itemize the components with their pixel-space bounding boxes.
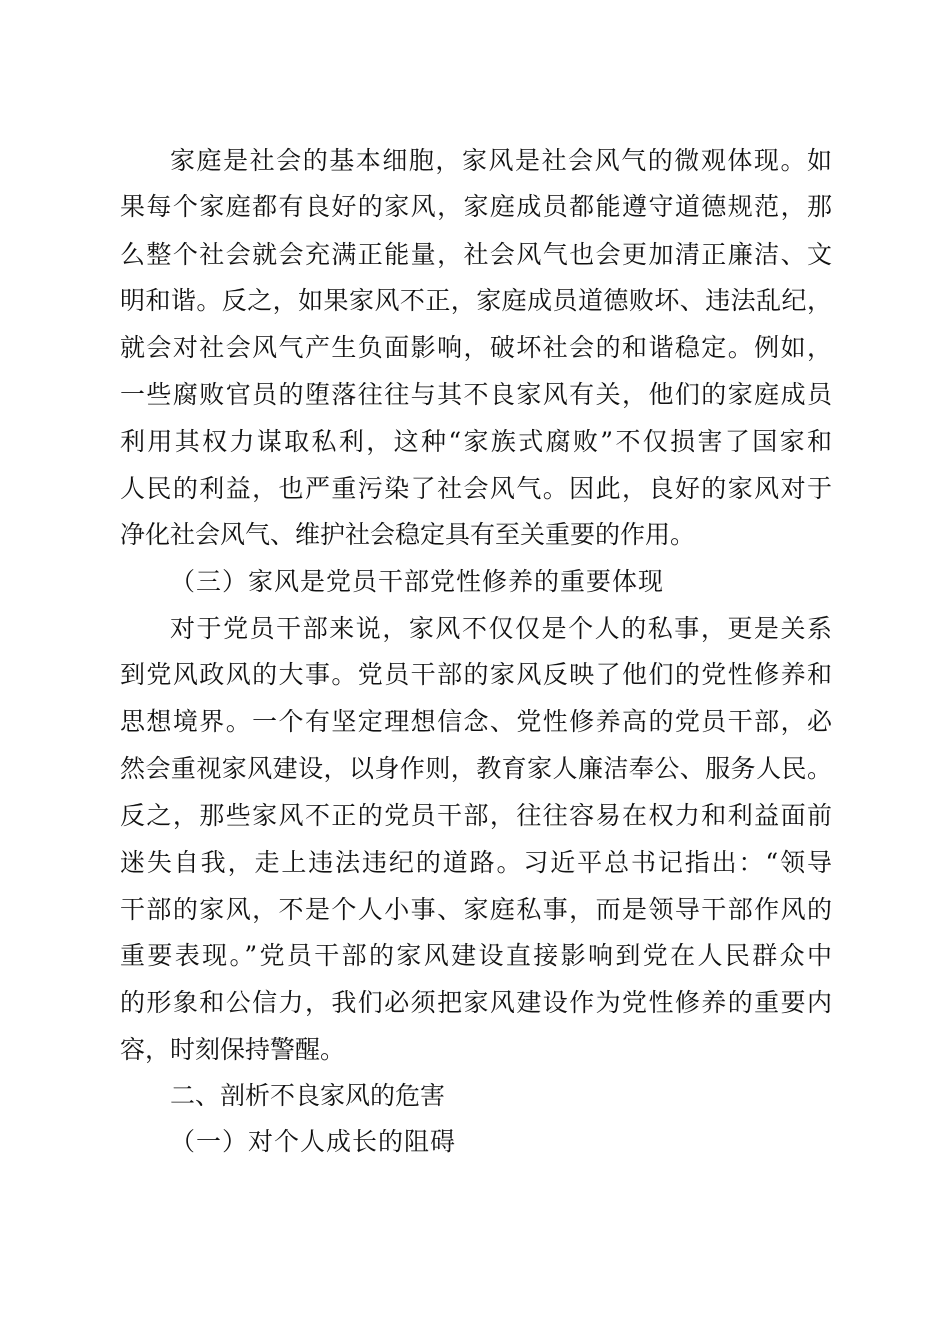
paragraph-line: 容，时刻保持警醒。: [120, 1035, 346, 1064]
paragraph-line: 家庭是社会的基本细胞，家风是社会风气的微观体现。如: [170, 146, 832, 175]
paragraph-line: 然会重视家风建设，以身作则，教育家人廉洁奉公、服务人民。: [120, 754, 832, 783]
section-heading: 二、剖析不良家风的危害: [170, 1081, 446, 1110]
paragraph-line: 果每个家庭都有良好的家风，家庭成员都能遵守道德规范，那: [120, 192, 832, 221]
subheading-three: （三）家风是党员干部党性修养的重要体现: [170, 567, 665, 596]
paragraph-line: 么整个社会就会充满正能量，社会风气也会更加清正廉洁、文: [120, 240, 832, 269]
paragraph-line: 人民的利益，也严重污染了社会风气。因此，良好的家风对于: [120, 474, 832, 503]
paragraph-line: 对于党员干部来说，家风不仅仅是个人的私事，更是关系: [170, 614, 832, 643]
paragraph-line: 到党风政风的大事。党员干部的家风反映了他们的党性修养和: [120, 660, 832, 689]
paragraph-line: 思想境界。一个有坚定理想信念、党性修养高的党员干部，必: [120, 707, 832, 736]
subheading-one: （一）对个人成长的阻碍: [170, 1127, 457, 1156]
paragraph-line: 利用其权力谋取私利，这种“家族式腐败”不仅损害了国家和: [120, 427, 832, 456]
paragraph-line: 重要表现。”党员干部的家风建设直接影响到党在人民群众中: [120, 941, 832, 970]
paragraph-line: 干部的家风，不是个人小事、家庭私事，而是领导干部作风的: [120, 895, 832, 924]
paragraph-line: 就会对社会风气产生负面影响，破坏社会的和谐稳定。例如，: [120, 333, 832, 362]
paragraph-line: 明和谐。反之，如果家风不正，家庭成员道德败坏、违法乱纪，: [120, 286, 832, 315]
paragraph-line: 一些腐败官员的堕落往往与其不良家风有关，他们的家庭成员: [120, 380, 832, 409]
paragraph-line: 迷失自我，走上违法违纪的道路。习近平总书记指出：“领导: [120, 848, 832, 877]
paragraph-line: 的形象和公信力，我们必须把家风建设作为党性修养的重要内: [120, 988, 832, 1017]
paragraph-line: 反之，那些家风不正的党员干部，往往容易在权力和利益面前: [120, 801, 832, 830]
paragraph-line: 净化社会风气、维护社会稳定具有至关重要的作用。: [120, 520, 696, 549]
